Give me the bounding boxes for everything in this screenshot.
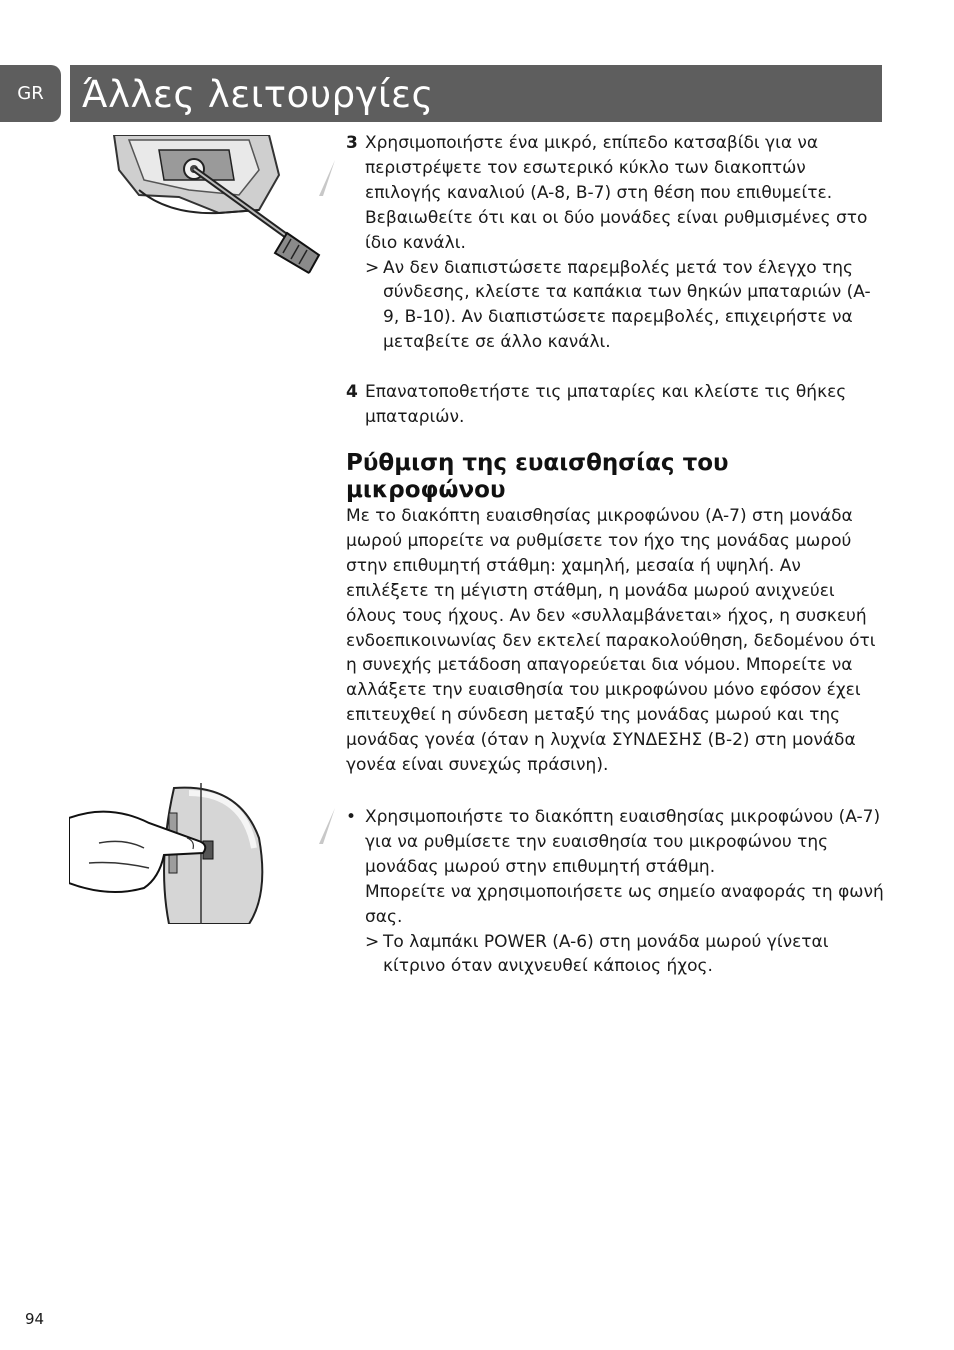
sensitivity-bullet-block [346, 805, 886, 979]
microphone-sensitivity-section [346, 450, 886, 778]
step-text: Χρησιμοποιήστε ένα μικρό, επίπεδο κατσαβίδι για να περιστρέψετε τον εσωτερικό κύκλο των διακοπτών επιλογής καναλιού (A-8, B-7) στη θέση που επιθυμείτε. Βεβαιωθείτε ότι και οι δύο μονάδες είναι ρυθμισμένες στο ίδιο κανάλι. [365, 133, 868, 253]
page-number: 94 [25, 1310, 45, 1328]
bullet-item [346, 805, 886, 930]
section-heading: Ρύθμιση της ευαισθησίας του μικροφώνου [346, 450, 729, 503]
result-marker: > [365, 257, 380, 278]
step-number: 3 [346, 133, 358, 153]
step-3-result [365, 256, 886, 356]
bullet-text: Χρησιμοποιήστε το διακόπτη ευαισθησίας μικροφώνου (A-7) για να ρυθμίσετε την ευαισθησία του μικροφώνου της μονάδας μωρού στην επιθυμητή στάθμη. [365, 807, 881, 877]
language-code: GR [17, 83, 44, 104]
step-text: Επανατοποθετήστε τις μπαταρίες και κλείστε τις θήκες μπαταριών. [365, 382, 847, 428]
bullet-marker: • [346, 807, 357, 827]
title-bar [70, 65, 882, 122]
result-marker: > [365, 931, 380, 952]
screwdriver-illustration [69, 135, 321, 276]
bullet-text-reference: Μπορείτε να χρησιμοποιήσετε ως σημείο αναφοράς τη φωνή σας. [365, 881, 884, 927]
wedge-pointer [319, 808, 335, 844]
step-number: 4 [346, 382, 358, 403]
result-text: Το λαμπάκι POWER (A-6) στη μονάδα μωρού γίνεται κίτρινο όταν ανιχνευθεί κάποιος ήχος. [383, 931, 829, 977]
bullet-result [365, 930, 886, 980]
page-title: Άλλες λειτουργίες [82, 73, 434, 116]
step-4 [346, 380, 886, 430]
section-paragraph: Με το διακόπτη ευαισθησίας μικροφώνου (A-7) στη μονάδα μωρού μπορείτε να ρυθμίσετε τον ήχο της μονάδας μωρού στην επιθυμητή στάθμη: χαμηλή, μεσαία ή υψηλή. Αν επιλέξετε τη μέγιστη στάθμη, η μονάδα μωρού ανιχνεύει όλους τους ήχους. Αν δεν «συλλαμβάνεται» ήχος, η συσκευή ενδοεπικοινωνίας δεν εκτελεί παρακολούθηση, δεδομένου ότι η συνεχής μετάδοση απαγορεύεται δια νόμου. Μπορείτε να αλλάξετε την ευαισθησία του μικροφώνου μόνο εφόσον έχει επιτευχθεί η σύνδεση μεταξύ της μονάδας μωρού και της μονάδας γονέα (όταν η λυχνία ΣΥΝΔΕΣΗΣ (B-2) στη μονάδα γονέα είναι συνεχώς πράσινη). [346, 506, 876, 776]
channel-instructions [346, 131, 886, 430]
sensitivity-switch-illustration [69, 783, 321, 924]
wedge-pointer [319, 160, 335, 196]
result-text: Αν δεν διαπιστώσετε παρεμβολές μετά τον έλεγχο της σύνδεσης, κλείστε τα καπάκια των θηκών μπαταριών (A-9, B-10). Αν διαπιστώσετε παρεμβολές, επιχειρήστε να μεταβείτε σε άλλο κανάλι. [383, 257, 871, 353]
step-3 [346, 131, 886, 256]
language-tab [0, 65, 61, 122]
